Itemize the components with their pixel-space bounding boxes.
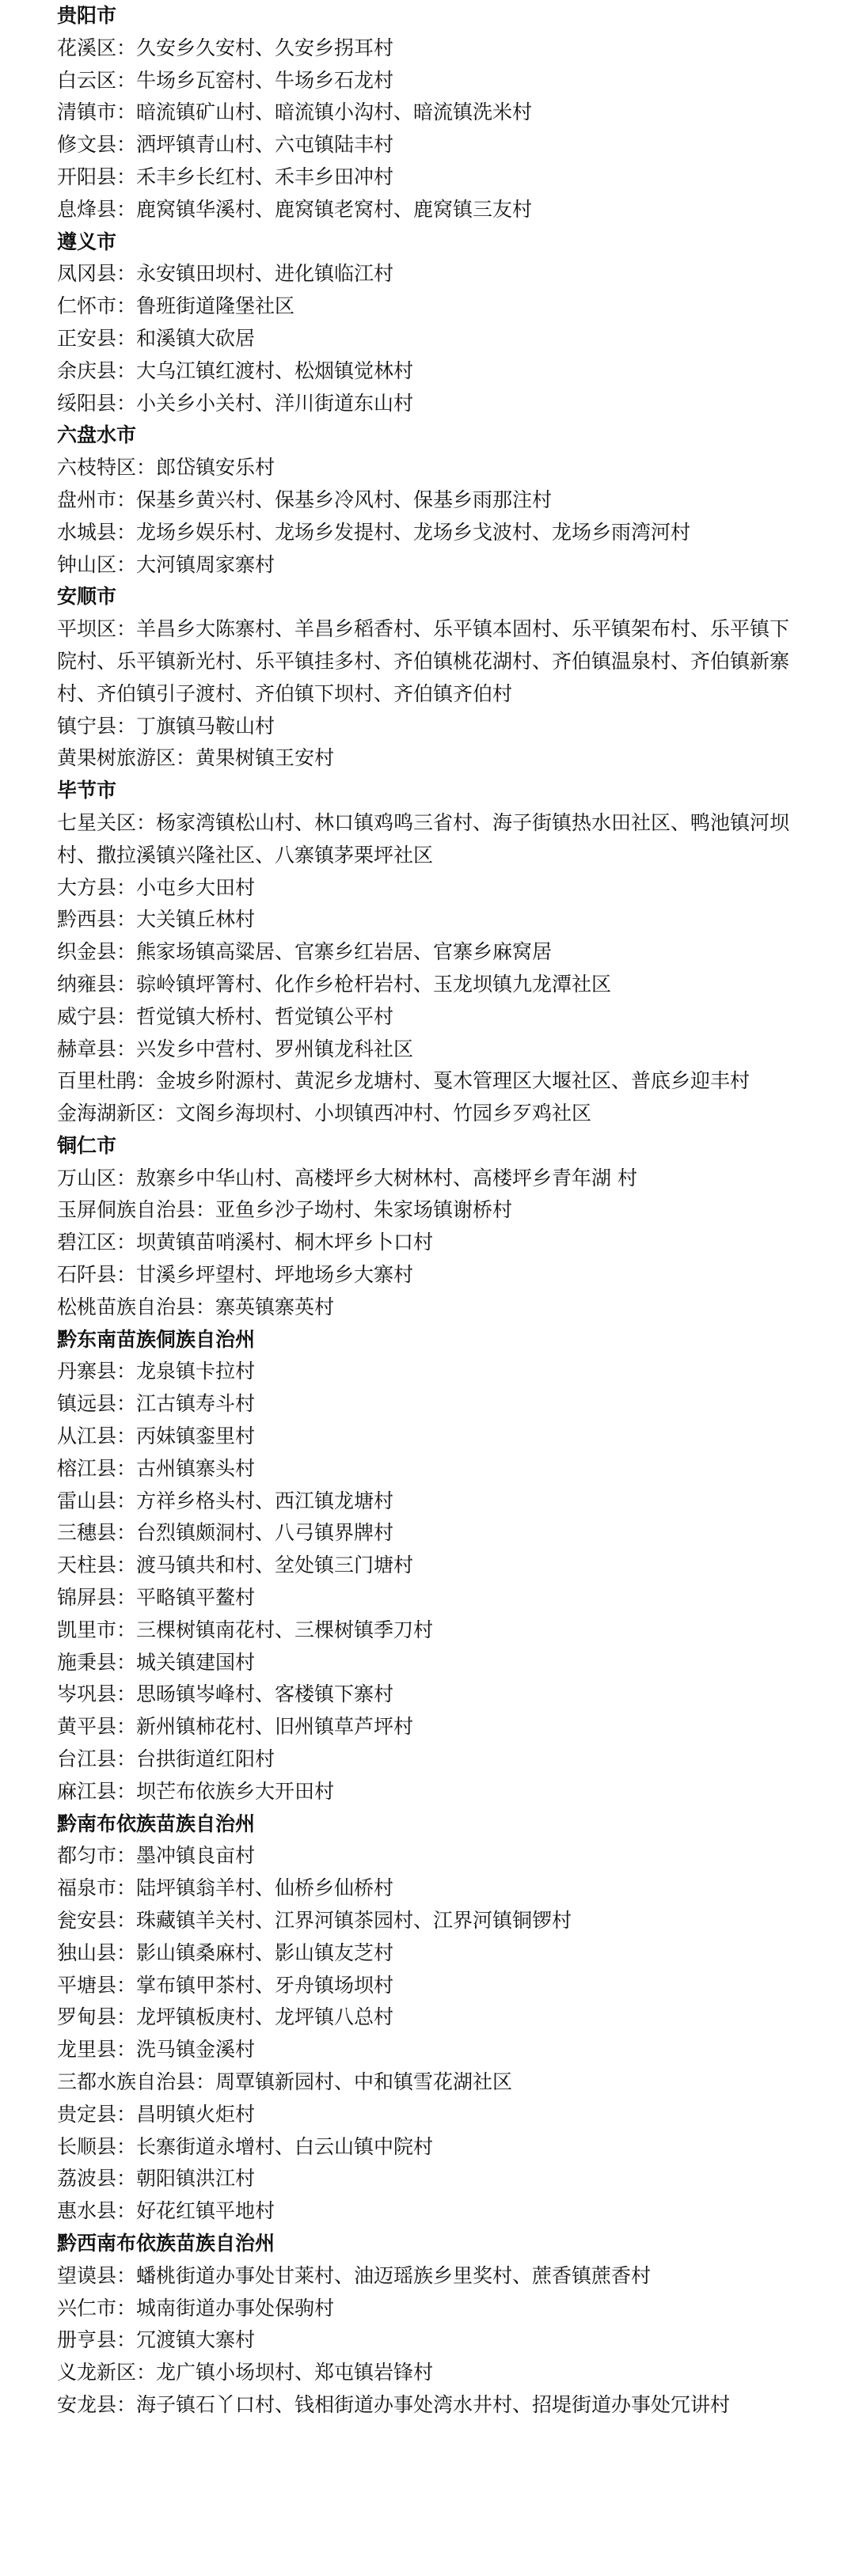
county-entry: 六枝特区：郎岱镇安乐村 <box>57 456 276 480</box>
county-entry: 正安县：和溪镇大砍居 <box>57 326 256 350</box>
county-entry: 清镇市：暗流镇矿山村、暗流镇小沟村、暗流镇洗米村 <box>57 101 533 124</box>
county-entry: 碧江区：坝黄镇苗哨溪村、桐木坪乡卜口村 <box>57 1231 434 1254</box>
county-entry: 石阡县：甘溪乡坪望村、坪地场乡大寨村 <box>57 1263 414 1287</box>
county-entry: 龙里县：洗马镇金溪村 <box>57 2038 256 2062</box>
county-entry: 施秉县：城关镇建国村 <box>57 1650 256 1674</box>
city-heading: 贵阳市 <box>57 4 117 27</box>
county-entry: 都匀市：墨冲镇良亩村 <box>57 1844 256 1868</box>
county-entry: 平坝区：羊昌乡大陈寨村、羊昌乡稻香村、乐平镇本固村、乐平镇架布村、乐平镇下院村、乐平镇新光村、乐平镇挂多村、齐伯镇桃花湖村、齐伯镇温泉村、齐伯镇新寨村、齐伯镇引子渡村、齐伯镇下坝村、齐伯镇齐伯村 <box>57 617 790 705</box>
city-heading: 铜仁市 <box>57 1133 117 1157</box>
county-entry: 仁怀市：鲁班街道隆堡社区 <box>57 294 295 318</box>
county-entry: 凯里市：三棵树镇南花村、三棵树镇季刀村 <box>57 1618 434 1641</box>
county-entry: 玉屏侗族自治县：亚鱼乡沙子坳村、朱家场镇谢桥村 <box>57 1198 513 1222</box>
county-entry: 罗甸县：龙坪镇板庚村、龙坪镇八总村 <box>57 2005 394 2029</box>
county-entry: 从江县：丙妹镇銮里村 <box>57 1425 256 1448</box>
county-entry: 金海湖新区：文阁乡海坝村、小坝镇西冲村、竹园乡歹鸡社区 <box>57 1102 592 1125</box>
county-entry: 榕江县：古州镇寨头村 <box>57 1456 256 1480</box>
county-entry: 安龙县：海子镇石丫口村、钱相街道办事处湾水井村、招堤街道办事处冗讲村 <box>57 2392 731 2416</box>
county-entry: 义龙新区：龙广镇小场坝村、郑屯镇岩锋村 <box>57 2361 434 2384</box>
county-entry: 威宁县：哲觉镇大桥村、哲觉镇公平村 <box>57 1004 394 1028</box>
county-entry: 七星关区：杨家湾镇松山村、林口镇鸡鸣三省村、海子街镇热水田社区、鸭池镇河坝村、撒拉溪镇兴隆社区、八寨镇茅栗坪社区 <box>57 810 790 867</box>
county-entry: 岑巩县：思旸镇岑峰村、客楼镇下寨村 <box>57 1683 394 1706</box>
county-entry: 大方县：小屯乡大田村 <box>57 875 256 899</box>
county-entry: 百里杜鹃：金坡乡附源村、黄泥乡龙塘村、戛木管理区大堰社区、普底乡迎丰村 <box>57 1069 750 1093</box>
county-entry: 白云区：牛场乡瓦窑村、牛场乡石龙村 <box>57 68 394 92</box>
document-body <box>57 0 800 2422</box>
county-entry: 余庆县：大乌江镇红渡村、松烟镇觉林村 <box>57 359 414 382</box>
city-heading: 黔西南布依族苗族自治州 <box>57 2231 276 2255</box>
city-section <box>57 581 800 775</box>
city-heading: 黔南布依族苗族自治州 <box>57 1812 256 1835</box>
county-entry: 黄平县：新州镇柿花村、旧州镇草芦坪村 <box>57 1715 414 1739</box>
city-section <box>57 419 800 581</box>
county-entry: 锦屏县：平略镇平鳌村 <box>57 1586 256 1610</box>
city-heading: 黔东南苗族侗族自治州 <box>57 1327 256 1351</box>
county-entry: 织金县：熊家场镇高粱居、官寨乡红岩居、官寨乡麻窝居 <box>57 940 553 964</box>
city-heading: 六盘水市 <box>57 423 137 447</box>
county-entry: 台江县：台拱街道红阳村 <box>57 1747 276 1771</box>
county-entry: 水城县：龙场乡娱乐村、龙场乡发提村、龙场乡戈波村、龙场乡雨湾河村 <box>57 520 691 544</box>
county-entry: 凤冈县：永安镇田坝村、进化镇临江村 <box>57 262 394 286</box>
county-entry: 绥阳县：小关乡小关村、洋川街道东山村 <box>57 391 414 415</box>
city-heading: 毕节市 <box>57 779 117 802</box>
city-section <box>57 1130 800 1324</box>
county-entry: 钟山区：大河镇周家寨村 <box>57 552 276 576</box>
city-section <box>57 1324 800 1808</box>
city-heading: 安顺市 <box>57 585 117 609</box>
city-heading: 遵义市 <box>57 230 117 253</box>
county-entry: 松桃苗族自治县：寨英镇寨英村 <box>57 1295 335 1318</box>
county-entry: 黄果树旅游区：黄果树镇王安村 <box>57 746 335 770</box>
county-entry: 修文县：洒坪镇青山村、六屯镇陆丰村 <box>57 133 394 157</box>
county-entry: 纳雍县：骔岭镇坪箐村、化作乡枪杆岩村、玉龙坝镇九龙潭社区 <box>57 972 612 996</box>
city-section <box>57 775 800 1130</box>
county-entry: 黔西县：大关镇丘林村 <box>57 908 256 931</box>
county-entry: 平塘县：掌布镇甲茶村、牙舟镇场坝村 <box>57 1973 394 1997</box>
county-entry: 丹寨县：龙泉镇卡拉村 <box>57 1360 256 1383</box>
city-section <box>57 226 800 420</box>
city-section <box>57 1808 800 2228</box>
county-entry: 花溪区：久安乡久安村、久安乡拐耳村 <box>57 36 394 59</box>
county-entry: 册亨县：冗渡镇大寨村 <box>57 2328 256 2352</box>
county-entry: 盘州市：保基乡黄兴村、保基乡冷风村、保基乡雨那注村 <box>57 488 553 511</box>
county-entry: 麻江县：坝芒布依族乡大开田村 <box>57 1779 335 1803</box>
county-entry: 三穗县：台烈镇颇洞村、八弓镇界牌村 <box>57 1521 394 1545</box>
city-section <box>57 0 800 226</box>
county-entry: 天柱县：渡马镇共和村、坌处镇三门塘村 <box>57 1554 414 1577</box>
county-entry: 福泉市：陆坪镇翁羊村、仙桥乡仙桥村 <box>57 1876 394 1900</box>
county-entry: 镇宁县：丁旗镇马鞍山村 <box>57 714 276 738</box>
city-section <box>57 2228 800 2422</box>
county-entry: 荔波县：朝阳镇洪江村 <box>57 2167 256 2191</box>
county-entry: 镇远县：江古镇寿斗村 <box>57 1392 256 1416</box>
county-entry: 瓮安县：珠藏镇羊关村、江界河镇茶园村、江界河镇铜锣村 <box>57 1909 572 1933</box>
county-entry: 望谟县：蟠桃街道办事处甘莱村、油迈瑶族乡里奖村、蔗香镇蔗香村 <box>57 2263 652 2287</box>
county-entry: 惠水县：好花红镇平地村 <box>57 2199 276 2223</box>
county-entry: 息烽县：鹿窝镇华溪村、鹿窝镇老窝村、鹿窝镇三友村 <box>57 197 533 221</box>
county-entry: 雷山县：方祥乡格头村、西江镇龙塘村 <box>57 1489 394 1512</box>
county-entry: 赫章县：兴发乡中营村、罗州镇龙科社区 <box>57 1037 414 1060</box>
county-entry: 独山县：影山镇桑麻村、影山镇友芝村 <box>57 1941 394 1964</box>
county-entry: 长顺县：长寨街道永增村、白云山镇中院村 <box>57 2134 434 2158</box>
county-entry: 开阳县：禾丰乡长红村、禾丰乡田冲村 <box>57 165 394 188</box>
county-entry: 三都水族自治县：周覃镇新园村、中和镇雪花湖社区 <box>57 2070 513 2093</box>
county-entry: 贵定县：昌明镇火炬村 <box>57 2102 256 2126</box>
county-entry: 万山区：敖寨乡中华山村、高楼坪乡大树林村、高楼坪乡青年湖 村 <box>57 1166 637 1189</box>
county-entry: 兴仁市：城南街道办事处保驹村 <box>57 2296 335 2320</box>
